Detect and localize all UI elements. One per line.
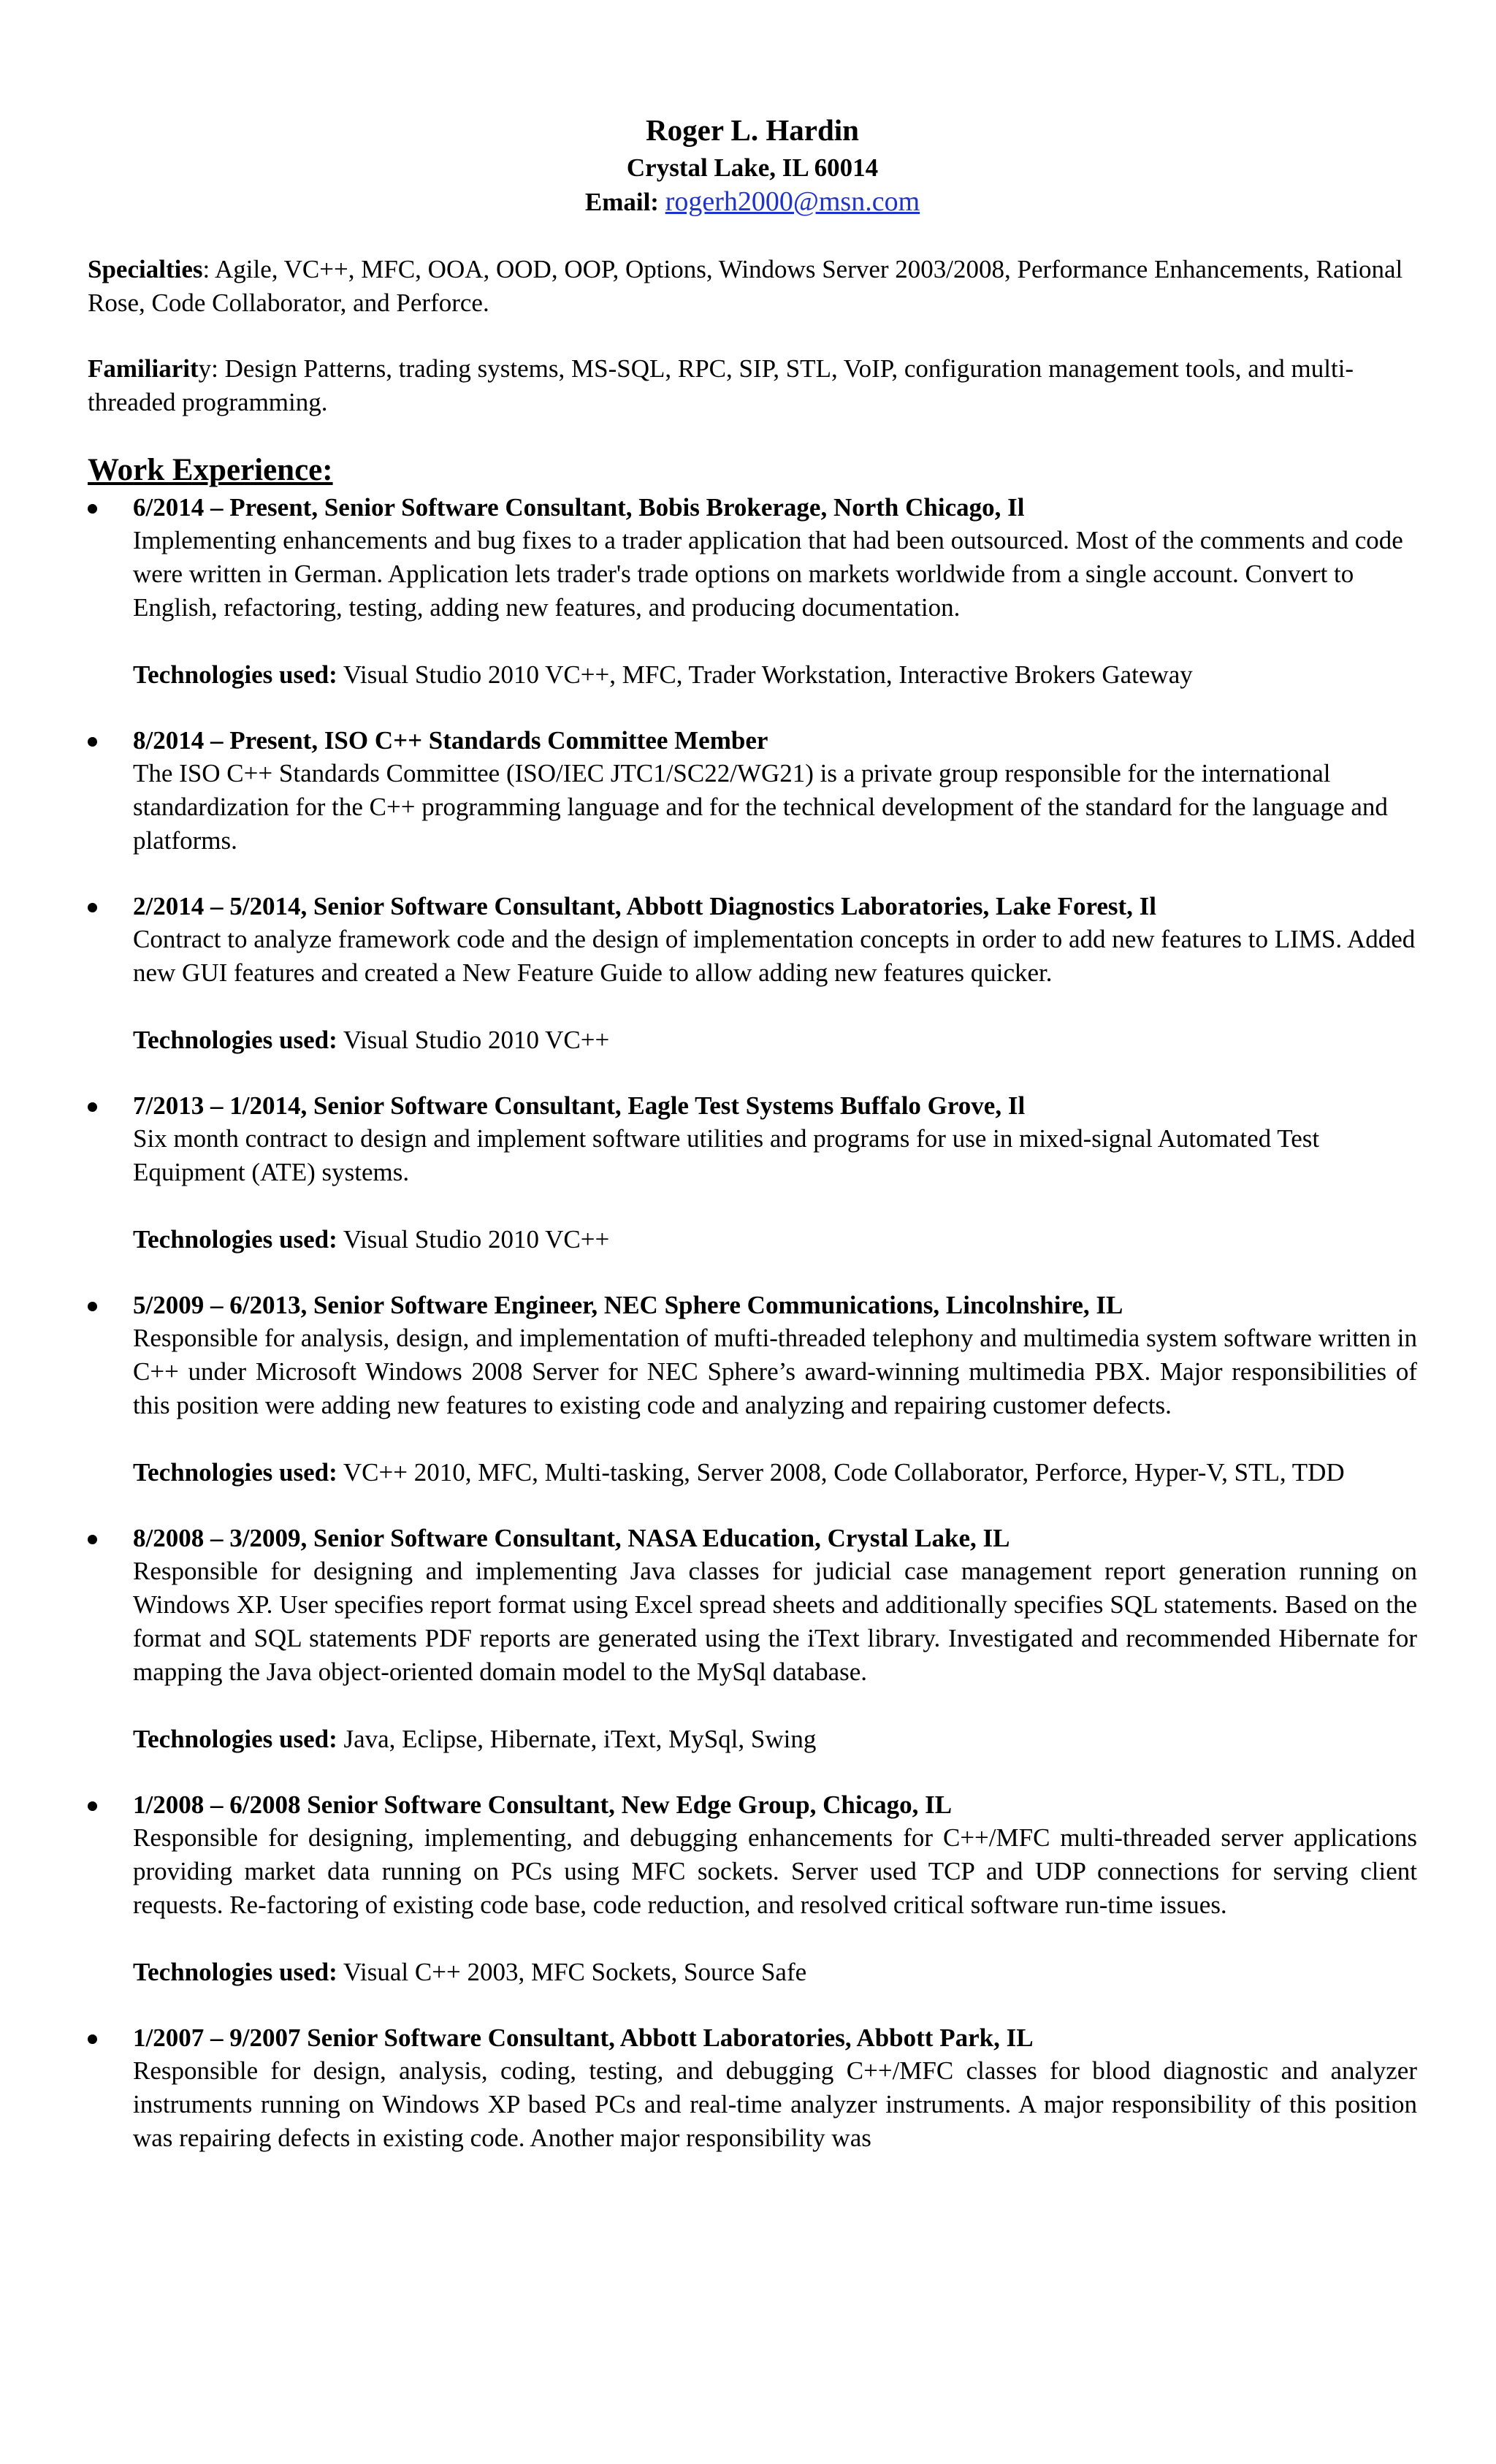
technologies-label: Technologies used: <box>133 1958 337 1986</box>
job-entry <box>88 1089 1417 1256</box>
job-title: 2/2014 – 5/2014, Senior Software Consultant, Abbott Diagnostics Laboratories, Lake Forest, Il <box>133 892 1157 920</box>
job-entry <box>88 724 1417 858</box>
technologies-label: Technologies used: <box>133 1458 337 1487</box>
candidate-location: Crystal Lake, IL 60014 <box>626 153 879 182</box>
technologies-list: Visual C++ 2003, MFC Sockets, Source Safe <box>337 1958 807 1986</box>
job-title: 5/2009 – 6/2013, Senior Software Engineer, NEC Sphere Communications, Lincolnshire, IL <box>133 1291 1123 1319</box>
bullet-icon <box>88 1302 97 1311</box>
job-technologies <box>133 1956 1417 1989</box>
bullet-icon <box>88 504 97 514</box>
familiarity-paragraph <box>88 352 1417 419</box>
specialties-text: : Agile, VC++, MFC, OOA, OOD, OOP, Options, Windows Server 2003/2008, Performance Enhancements, Rational Rose, Code Collaborator, and Perforce. <box>88 255 1403 317</box>
job-description: Responsible for design, analysis, coding, testing, and debugging C++/MFC classes for blood diagnostic and analyzer instruments running on Windows XP based PCs and real-time analyzer instruments. A major responsibility of this position was repairing defects in existing code. Another major responsibility was <box>133 2056 1417 2152</box>
bullet-icon <box>88 1535 97 1544</box>
job-description: Contract to analyze framework code and the design of implementation concepts in order to add new features to LIMS. Added new GUI features and created a New Feature Guide to allow adding new features quicker. <box>133 925 1416 987</box>
familiarity-text: y: Design Patterns, trading systems, MS-SQL, RPC, SIP, STL, VoIP, configuration management tools, and multi-threaded programming. <box>88 354 1354 416</box>
job-technologies <box>133 1723 1417 1756</box>
job-entry <box>88 1522 1417 1756</box>
resume-header <box>88 110 1417 219</box>
job-description: Six month contract to design and implement software utilities and programs for use in mixed-signal Automated Test Equipment (ATE) systems. <box>133 1124 1320 1186</box>
technologies-label: Technologies used: <box>133 1725 337 1753</box>
job-technologies <box>133 1456 1417 1490</box>
job-description: Implementing enhancements and bug fixes to a trader application that had been outsourced. Most of the comments and code were written in German. Application lets trader's trade options on markets worldwide from a single account. Convert to English, refactoring, testing, adding new features, and producing documentation. <box>133 526 1403 622</box>
job-entry <box>88 491 1417 692</box>
job-technologies <box>133 1023 1417 1057</box>
job-title: 7/2013 – 1/2014, Senior Software Consultant, Eagle Test Systems Buffalo Grove, Il <box>133 1091 1026 1120</box>
familiarity-label: Familiarit <box>88 354 199 383</box>
email-line <box>88 185 1417 219</box>
technologies-list: VC++ 2010, MFC, Multi-tasking, Server 2008, Code Collaborator, Perforce, Hyper-V, STL, TDD <box>337 1458 1345 1487</box>
job-description: Responsible for designing and implementing Java classes for judicial case management report generation running on Windows XP. User specifies report format using Excel spread sheets and additionally specifies SQL statements. Based on the format and SQL statements PDF reports are generated using the iText library. Investigated and recommended Hibernate for mapping the Java object-oriented domain model to the MySql database. <box>133 1557 1417 1686</box>
job-description: Responsible for designing, implementing, and debugging enhancements for C++/MFC multi-threaded server applications providing market data running on PCs using MFC sockets. Server used TCP and UDP connections for serving client requests. Re-factoring of existing code base, code reduction, and resolved critical software run-time issues. <box>133 1823 1417 1919</box>
job-title: 1/2007 – 9/2007 Senior Software Consultant, Abbott Laboratories, Abbott Park, IL <box>133 2024 1034 2052</box>
job-description: Responsible for analysis, design, and implementation of mufti-threaded telephony and multimedia system software written in C++ under Microsoft Windows 2008 Server for NEC Sphere’s award-winning multimedia PBX. Major responsibilities of this position were adding new features to existing code and analyzing and repairing customer defects. <box>133 1324 1417 1419</box>
job-title: 6/2014 – Present, Senior Software Consultant, Bobis Brokerage, North Chicago, Il <box>133 493 1025 522</box>
technologies-label: Technologies used: <box>133 660 337 689</box>
job-technologies <box>133 658 1417 692</box>
specialties-paragraph <box>88 253 1417 320</box>
job-entry <box>88 1788 1417 1989</box>
technologies-label: Technologies used: <box>133 1026 337 1054</box>
technologies-list: Visual Studio 2010 VC++ <box>337 1225 610 1254</box>
technologies-list: Java, Eclipse, Hibernate, iText, MySql, Swing <box>337 1725 817 1753</box>
email-label: Email: <box>584 188 659 216</box>
work-experience-heading: Work Experience: <box>88 453 333 487</box>
technologies-label: Technologies used: <box>133 1225 337 1254</box>
job-title: 8/2008 – 3/2009, Senior Software Consultant, NASA Education, Crystal Lake, IL <box>133 1524 1010 1552</box>
specialties-label: Specialties <box>88 255 203 283</box>
job-entry <box>88 1289 1417 1490</box>
job-description: The ISO C++ Standards Committee (ISO/IEC JTC1/SC22/WG21) is a private group responsible for the international standardization for the C++ programming language and for the technical development of the standard for the language and platforms. <box>133 759 1388 855</box>
job-title: 1/2008 – 6/2008 Senior Software Consultant, New Edge Group, Chicago, IL <box>133 1790 953 1819</box>
resume-page <box>88 110 1417 2187</box>
bullet-icon <box>88 2034 97 2044</box>
bullet-icon <box>88 1102 97 1112</box>
technologies-list: Visual Studio 2010 VC++ <box>337 1026 610 1054</box>
job-entry <box>88 2021 1417 2155</box>
bullet-icon <box>88 903 97 912</box>
bullet-icon <box>88 737 97 747</box>
technologies-list: Visual Studio 2010 VC++, MFC, Trader Workstation, Interactive Brokers Gateway <box>337 660 1193 689</box>
job-technologies <box>133 1223 1417 1256</box>
email-link[interactable]: rogerh2000@msn.com <box>665 186 920 217</box>
job-entry <box>88 890 1417 1057</box>
candidate-name: Roger L. Hardin <box>646 113 859 147</box>
bullet-icon <box>88 1801 97 1811</box>
job-title: 8/2014 – Present, ISO C++ Standards Committee Member <box>133 726 768 755</box>
